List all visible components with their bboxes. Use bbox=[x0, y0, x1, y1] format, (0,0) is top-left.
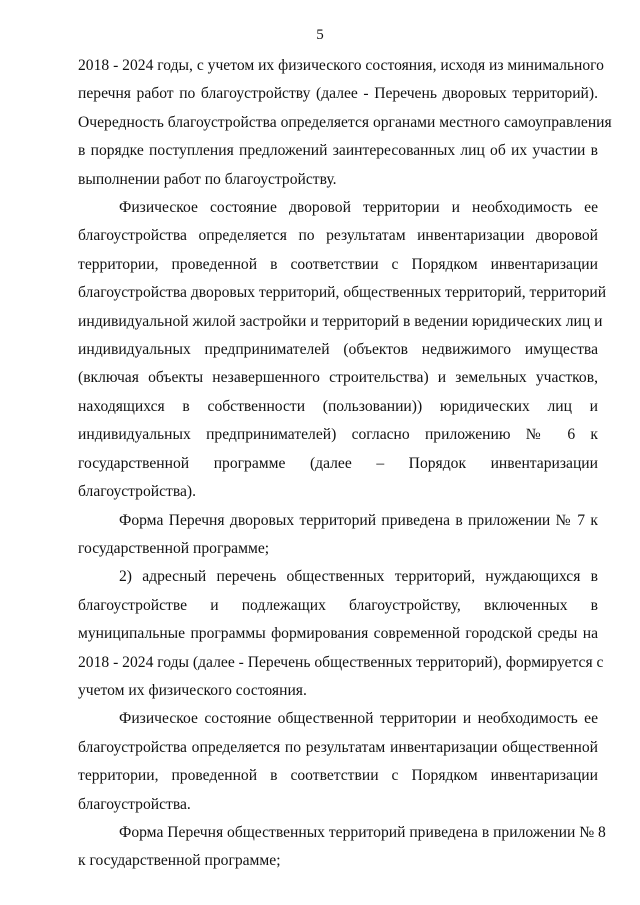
paragraph-p2 bbox=[78, 194, 607, 506]
text-line: перечня работ по благоустройству (далее - Перечень дворовых территорий). bbox=[78, 85, 598, 103]
text-line: Физическое состояние дворовой территории и необходимость ее bbox=[119, 199, 598, 217]
text-line: благоустройстве и подлежащих благоустройству, включенных в bbox=[78, 596, 598, 614]
document-body bbox=[78, 52, 612, 876]
text-line: государственной программе; bbox=[78, 539, 270, 557]
text-line: индивидуальных предпринимателей) согласно приложению № 6 к bbox=[78, 426, 598, 444]
text-line: Физическое состояние общественной территории и необходимость ее bbox=[119, 710, 598, 728]
text-line: благоустройства. bbox=[78, 795, 191, 813]
text-line: индивидуальных предпринимателей (объектов недвижимого имущества bbox=[78, 341, 598, 359]
text-line: к государственной программе; bbox=[78, 852, 281, 870]
paragraph-p6 bbox=[78, 819, 606, 876]
text-line: индивидуальной жилой застройки и территорий в ведении юридических лиц и bbox=[78, 312, 603, 330]
text-line: Форма Перечня общественных территорий приведена в приложении № 8 bbox=[119, 823, 606, 841]
text-line: в порядке поступления предложений заинтересованных лиц об их участии в bbox=[78, 142, 598, 160]
text-line: Очередность благоустройства определяется органами местного самоуправления bbox=[78, 113, 612, 131]
text-line: выполнении работ по благоустройству. bbox=[78, 170, 337, 188]
text-line: благоустройства определяется по результатам инвентаризации общественной bbox=[78, 738, 598, 756]
text-line: благоустройства дворовых территорий, общественных территорий, территорий bbox=[78, 284, 607, 302]
page-number: 5 bbox=[316, 27, 324, 43]
text-line: 2018 - 2024 годы (далее - Перечень общественных территорий), формируется с bbox=[78, 653, 604, 671]
text-line: благоустройства определяется по результатам инвентаризации дворовой bbox=[78, 227, 598, 245]
text-line: территории, проведенной в соответствии с Порядком инвентаризации bbox=[78, 767, 598, 785]
paragraph-p3 bbox=[78, 507, 598, 564]
text-line: территории, проведенной в соответствии с Порядком инвентаризации bbox=[78, 255, 598, 273]
text-line: государственной программе (далее – Порядок инвентаризации bbox=[78, 454, 598, 472]
text-line: благоустройства). bbox=[78, 483, 197, 501]
text-line: находящихся в собственности (пользовании)) юридических лиц и bbox=[78, 397, 598, 415]
text-line: муниципальные программы формирования современной городской среды на bbox=[78, 625, 598, 643]
paragraph-p1 bbox=[78, 52, 612, 194]
paragraph-p4 bbox=[78, 563, 604, 705]
text-line: 2018 - 2024 годы, с учетом их физического состояния, исходя из минимального bbox=[78, 57, 604, 74]
text-line: 2) адресный перечень общественных территорий, нуждающихся в bbox=[119, 568, 598, 586]
text-line: учетом их физического состояния. bbox=[78, 681, 307, 699]
text-line: (включая объекты незавершенного строительства) и земельных участков, bbox=[78, 369, 598, 387]
paragraph-p5 bbox=[78, 705, 598, 819]
text-line: Форма Перечня дворовых территорий приведена в приложении № 7 к bbox=[119, 511, 598, 529]
